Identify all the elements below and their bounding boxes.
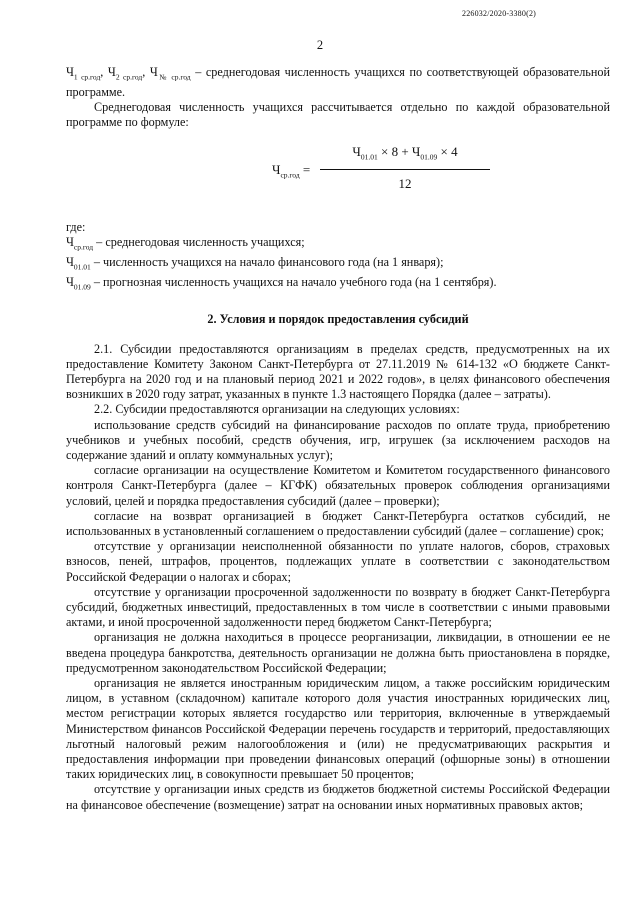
- paragraph-2-1: 2.1. Субсидии предоставляются организациям в пределах средств, предусмотренных на их предоставление Комитету Законом Санкт-Петербурга от 27.11.2019 № 614-132 «О бюджете Санкт-Петербурга на 2020 год и на плановый период 2021 и 2022 годов», в целях финансового обеспечения возникших в 2020 году затрат, указанных в пункте 1.3 настоящего Порядка (далее – затраты).: [66, 341, 610, 402]
- condition-item: согласие на возврат организацией в бюджет Санкт-Петербурга остатков субсидий, не использованных в установленный соглашением о предоставлении субсидий (далее – соглашение) срок;: [66, 508, 610, 539]
- condition-item: отсутствие у организации неисполненной обязанности по уплате налогов, сборов, страховых взносов, пеней, штрафов, процентов, подлежащих уплате в соответствии с законодательством Российской Федерации о налогах и сборах;: [66, 539, 610, 584]
- condition-item: согласие организации на осуществление Комитетом и Комитетом государственного финансового контроля Санкт-Петербурга (далее – КГФК) обязательных проверок соблюдения организациями условий, целей и порядка предоставления субсидий (далее – проверки);: [66, 463, 610, 508]
- variables-definition: $Ч_{1 ср.год}$, $Ч_{2 ср.год}$, $Ч_{№ ср.год}$ – среднегодовая численность учащихся по соответствующей образовательной программе.: [66, 65, 610, 99]
- formula-numerator: $Ч_{01.01} \times 8 + Ч_{01.09} \times 4$: [320, 144, 490, 170]
- definition-avg: $Ч_{ср.год}$ – среднегодовая численность учащихся;: [66, 235, 305, 252]
- condition-item: отсутствие у организации просроченной задолженности по возврату в бюджет Санкт-Петербурга субсидий, бюджетных инвестиций, предоставленных в том числе в соответствии с иными правовыми актами, и иной просроченной задолженности перед бюджетом Санкт-Петербурга;: [66, 584, 610, 630]
- where-label: где:: [66, 220, 86, 235]
- condition-item: отсутствие у организации иных средств из бюджетов бюджетной системы Российской Федерации на финансовое обеспечение (возмещение) затрат на основании иных нормативных правовых актов;: [66, 782, 610, 812]
- page-number: 2: [316, 38, 324, 52]
- condition-item: организация не должна находиться в процессе реорганизации, ликвидации, в отношении ее не введена процедура банкротства, деятельность организации не должна быть приостановлена в порядке, предусмотренном законодательством Российской Федерации;: [66, 630, 610, 675]
- formula-denominator: 12: [398, 176, 412, 192]
- average-formula: [66, 144, 610, 206]
- document-body: [66, 65, 610, 813]
- formula-fraction: [320, 144, 490, 191]
- definition-jan: $Ч_{01.01}$ – численность учащихся на начало финансового года (на 1 января);: [66, 255, 444, 272]
- document-number: 226032/2020-3380(2): [462, 9, 537, 18]
- definition-sep: $Ч_{01.09}$ – прогнозная численность учащихся на начало учебного года (на 1 сентября).: [66, 274, 497, 292]
- condition-item: организация не является иностранным юридическим лицом, а также российским юридическим лицом, в уставном (складочном) капитале которого доля участия иностранных юридических лиц, местом регистрации которых является государство или территория, включенные в утверждаемый Министерством финансов Российской Федерации перечень государств и территорий, предоставляющих льготный налоговый режим налогообложения и (или) не предусматривающих раскрытия и предоставления информации при проведении финансовых операций (офшорные зоны) в отношении таких юридических лиц, в совокупности превышает 50 процентов;: [66, 676, 610, 782]
- formula-lhs: $Ч_{ср.год}$ =: [272, 162, 311, 180]
- calculation-intro: Среднегодовая численность учащихся рассчитывается отдельно по каждой образовательной программе по формуле:: [66, 99, 610, 130]
- section-heading: 2. Условия и порядок предоставления субсидий: [207, 312, 469, 327]
- paragraph-2-2: 2.2. Субсидии предоставляются организации на следующих условиях:: [94, 402, 460, 417]
- condition-item: использование средств субсидий на финансирование расходов по оплате труда, приобретению учебников и учебных пособий, средств обучения, игр, игрушек (за исключением расходов на содержание зданий и оплату коммунальных услуг);: [66, 417, 610, 462]
